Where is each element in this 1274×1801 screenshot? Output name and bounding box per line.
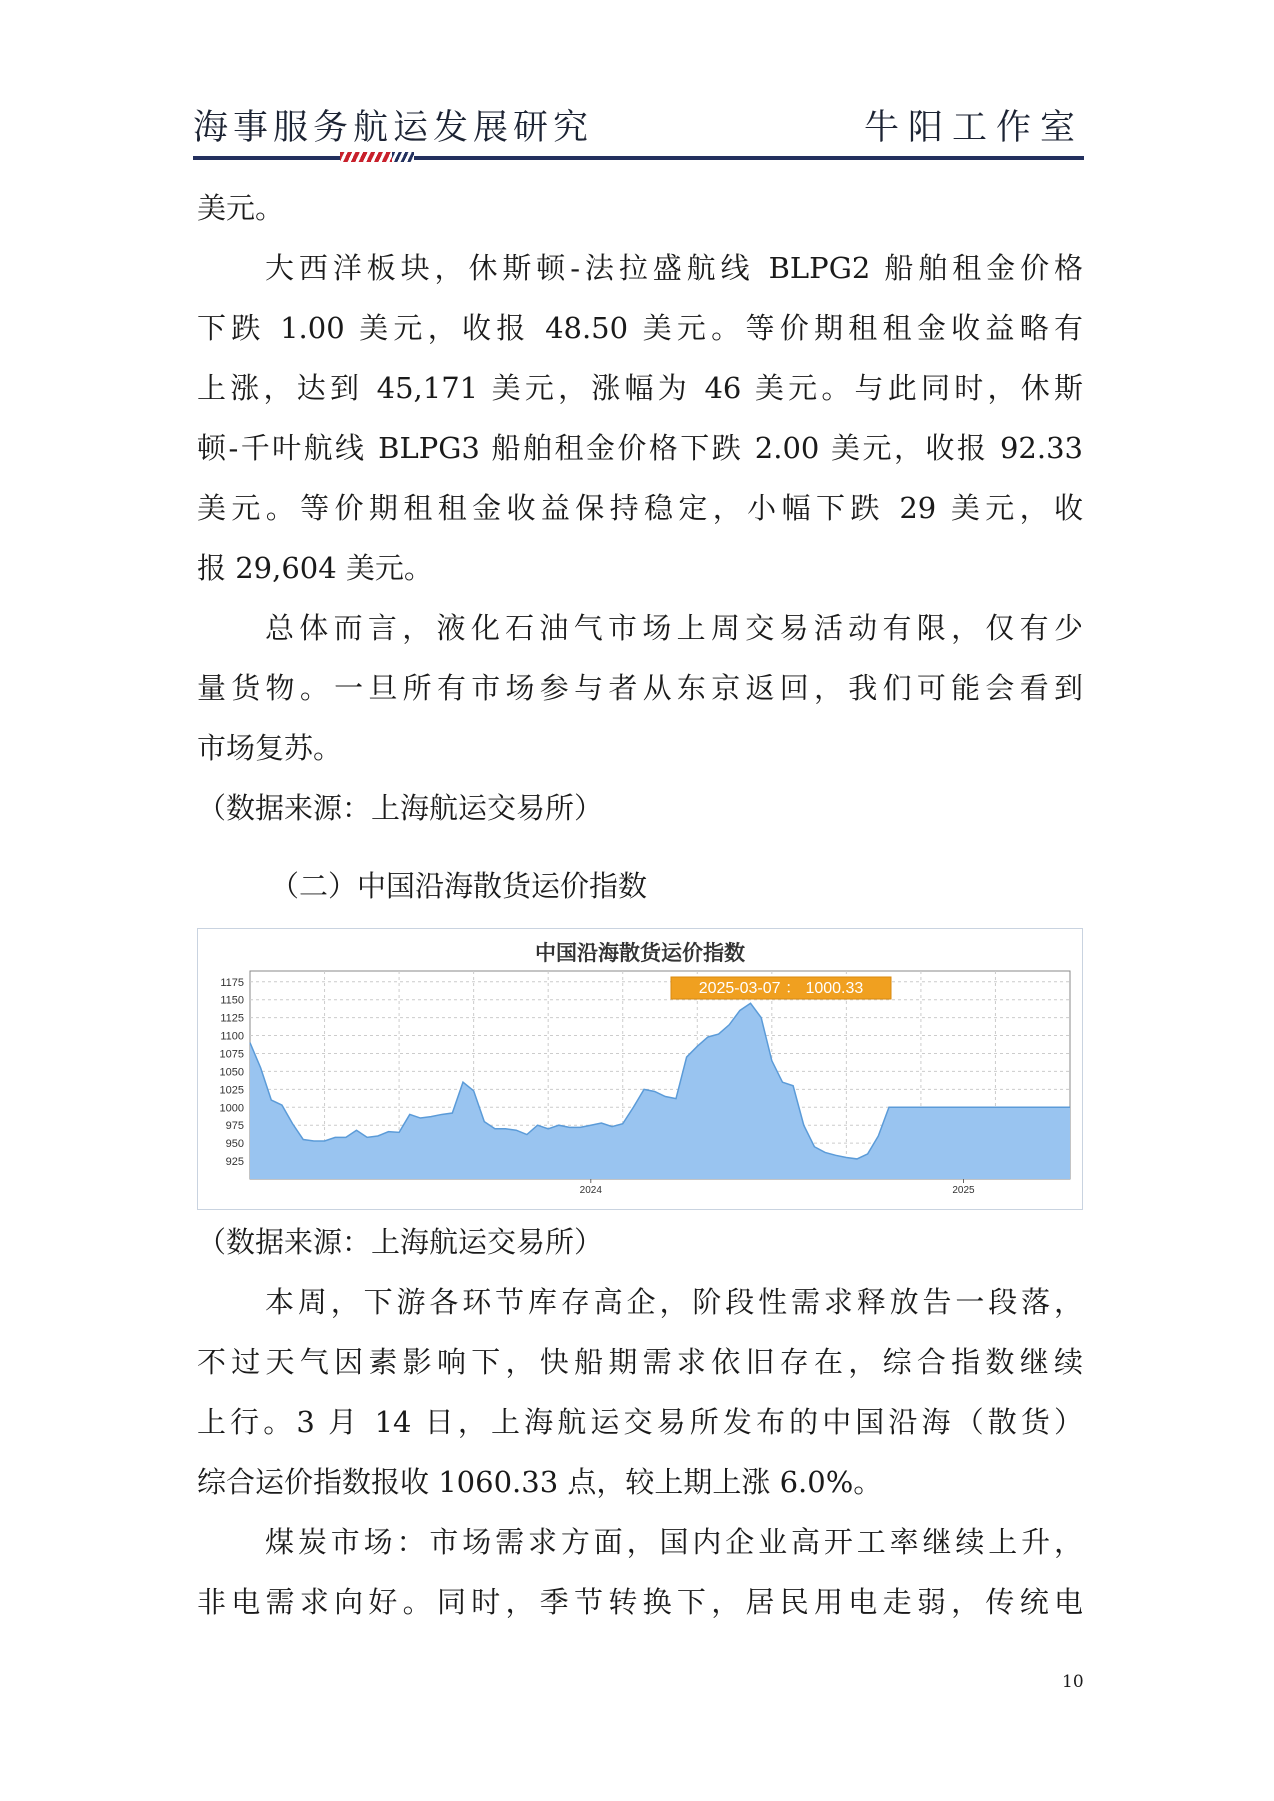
y-tick-label: 1025 [219, 1084, 244, 1097]
chart-title: 中国沿海散货运价指数 [535, 941, 745, 965]
header-accent-navy [392, 152, 414, 162]
text-line: 煤炭市场：市场需求方面，国内企业高开工率继续上升， [265, 1525, 1083, 1559]
text-line: 不过天气因素影响下，快船期需求依旧存在，综合指数继续 [197, 1345, 1083, 1379]
text-line: 本周，下游各环节库存高企，阶段性需求释放告一段落， [265, 1285, 1083, 1319]
text-line: 非电需求向好。同时，季节转换下，居民用电走弱，传统电 [197, 1585, 1083, 1619]
header-rule [193, 156, 1084, 160]
text-line: 市场复苏。 [197, 731, 343, 765]
page-number: 10 [1062, 1672, 1084, 1692]
text-line: 总体而言，液化石油气市场上周交易活动有限，仅有少 [265, 611, 1083, 645]
y-tick-label: 1000 [219, 1102, 244, 1115]
x-tick-label: 2024 [579, 1185, 602, 1196]
y-tick-label: 975 [225, 1120, 244, 1133]
text-line: 上涨，达到 45,171 美元，涨幅为 46 美元。与此同时，休斯 [197, 371, 1083, 405]
tooltip-label: 2025-03-07 ： 1000.33 [698, 980, 864, 997]
chart-container [197, 928, 1083, 1210]
header-right-studio: 牛阳工作室 [863, 108, 1084, 148]
text-line: 综合运价指数报收 1060.33 点，较上期上涨 6.0%。 [197, 1465, 883, 1499]
y-tick-label: 1100 [220, 1030, 244, 1043]
y-tick-label: 925 [225, 1156, 244, 1169]
text-line: 顿-千叶航线 BLPG3 船舶租金价格下跌 2.00 美元，收报 92.33 [197, 431, 1083, 465]
text-line: 美元。等价期租租金收益保持稳定，小幅下跌 29 美元，收 [197, 491, 1083, 525]
y-tick-label: 950 [225, 1138, 244, 1151]
chart-svg [198, 929, 1082, 1209]
source-note: （数据来源：上海航运交易所） [197, 1225, 604, 1259]
text-line: 美元。 [197, 191, 285, 225]
y-tick-label: 1175 [220, 976, 244, 989]
y-tick-label: 1125 [220, 1012, 244, 1025]
y-tick-label: 1075 [219, 1048, 244, 1061]
section-heading: （二）中国沿海散货运价指数 [270, 869, 648, 903]
text-line: 大西洋板块，休斯顿-法拉盛航线 BLPG2 船舶租金价格 [265, 251, 1083, 285]
y-tick-label: 1150 [220, 994, 244, 1007]
header-left-title: 海事服务航运发展研究 [193, 108, 594, 148]
x-tick-label: 2025 [952, 1185, 975, 1196]
header-accent-red [340, 152, 392, 162]
text-line: 量货物。一旦所有市场参与者从东京返回，我们可能会看到 [197, 671, 1083, 705]
source-note: （数据来源：上海航运交易所） [197, 791, 604, 825]
text-line: 下跌 1.00 美元，收报 48.50 美元。等价期租租金收益略有 [197, 311, 1083, 345]
y-tick-label: 1050 [219, 1066, 244, 1079]
text-line: 报 29,604 美元。 [197, 551, 433, 585]
text-line: 上行。3 月 14 日，上海航运交易所发布的中国沿海（散货） [197, 1405, 1083, 1439]
